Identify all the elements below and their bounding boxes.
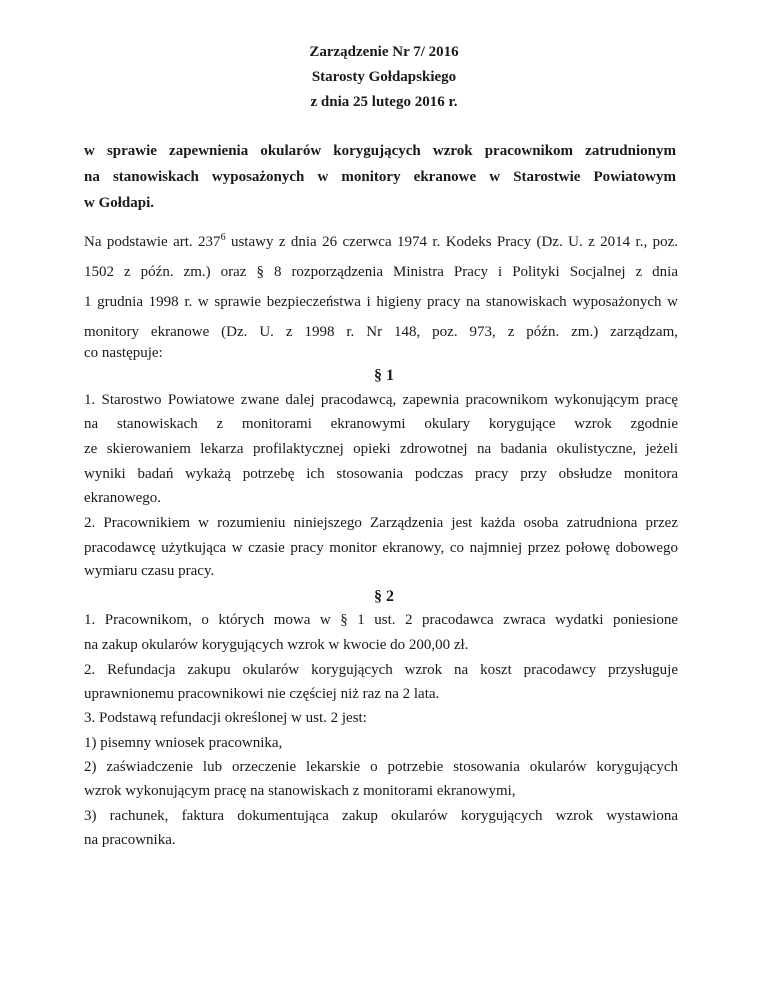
paragraph-line: uprawnionemu pracownikowi nie częściej niż raz na 2 lata. <box>84 686 440 702</box>
list-item: 2) zaświadczenie lub orzeczenie lekarskie o potrzebie stosowania okularów korygujących <box>84 759 678 775</box>
subject-line: w Gołdapi. <box>84 195 155 211</box>
subject-line: w sprawie zapewnienia okularów korygujących wzrok pracownikom zatrudnionym <box>84 143 676 159</box>
paragraph-line: 3. Podstawą refundacji określonej w ust. 2 jest: <box>84 710 367 726</box>
paragraph-line: ze skierowaniem lekarza profilaktycznej opieki zdrowotnej na badania okulistyczne, jeżeli <box>84 441 678 457</box>
section-1-heading: § 1 <box>374 367 394 384</box>
subject-line: na stanowiskach wyposażonych w monitory ekranowe w Starostwie Powiatowym <box>84 169 676 185</box>
list-item: 1) pisemny wniosek pracownika, <box>84 735 283 751</box>
section-2-heading: § 2 <box>374 588 394 605</box>
paragraph-line: 2. Pracownikiem w rozumieniu niniejszego Zarządzenia jest każda osoba zatrudniona przez <box>84 515 678 531</box>
paragraph-line: na zakup okularów korygujących wzrok w kwocie do 200,00 zł. <box>84 637 469 653</box>
preamble-line: monitory ekranowe (Dz. U. z 1998 r. Nr 148, poz. 973, z późn. zm.) zarządzam, <box>84 324 678 340</box>
document-header <box>0 40 768 115</box>
paragraph-line: ekranowego. <box>84 490 162 506</box>
paragraph-line: wymiaru czasu pracy. <box>84 563 215 579</box>
paragraph-line: pracodawcę użytkująca w czasie pracy monitor ekranowy, co najmniej przez połowę dobowego <box>84 540 678 556</box>
list-item: na pracownika. <box>84 832 176 848</box>
issuer: Starosty Gołdapskiego <box>311 69 457 85</box>
paragraph-line: wyniki badań wykażą potrzebę ich stosowania podczas pracy przy obsłudze monitora <box>84 466 678 482</box>
preamble-line: 1 grudnia 1998 r. w sprawie bezpieczeństwa i higieny pracy na stanowiskach wyposażonych w <box>84 294 678 310</box>
preamble-line: co następuje: <box>84 345 163 361</box>
list-item: 3) rachunek, faktura dokumentująca zakup okularów korygujących wzrok wystawiona <box>84 808 678 824</box>
list-item: wzrok wykonującym pracę na stanowiskach z monitorami ekranowymi, <box>84 783 516 799</box>
preamble-line: Na podstawie art. $237^6$ ustawy z dnia 26 czerwca 1974 r. Kodeks Pracy (Dz. U. z 2014 r., poz. <box>84 232 678 250</box>
order-number: Zarządzenie Nr 7/ 2016 <box>309 44 459 60</box>
preamble-line: 1502 z późn. zm.) oraz § 8 rozporządzenia Ministra Pracy i Polityki Socjalnej z dnia <box>84 264 678 280</box>
paragraph-line: 2. Refundacja zakupu okularów korygujących wzrok na koszt pracodawcy przysługuje <box>84 662 678 678</box>
paragraph-line: 1. Starostwo Powiatowe zwane dalej pracodawcą, zapewnia pracownikom wykonującym pracę <box>84 392 678 408</box>
paragraph-line: 1. Pracownikom, o których mowa w § 1 ust. 2 pracodawca zwraca wydatki poniesione <box>84 612 678 628</box>
paragraph-line: na stanowiskach z monitorami ekranowymi okulary korygujące wzrok zgodnie <box>84 416 678 432</box>
order-date: z dnia 25 lutego 2016 r. <box>310 94 458 110</box>
